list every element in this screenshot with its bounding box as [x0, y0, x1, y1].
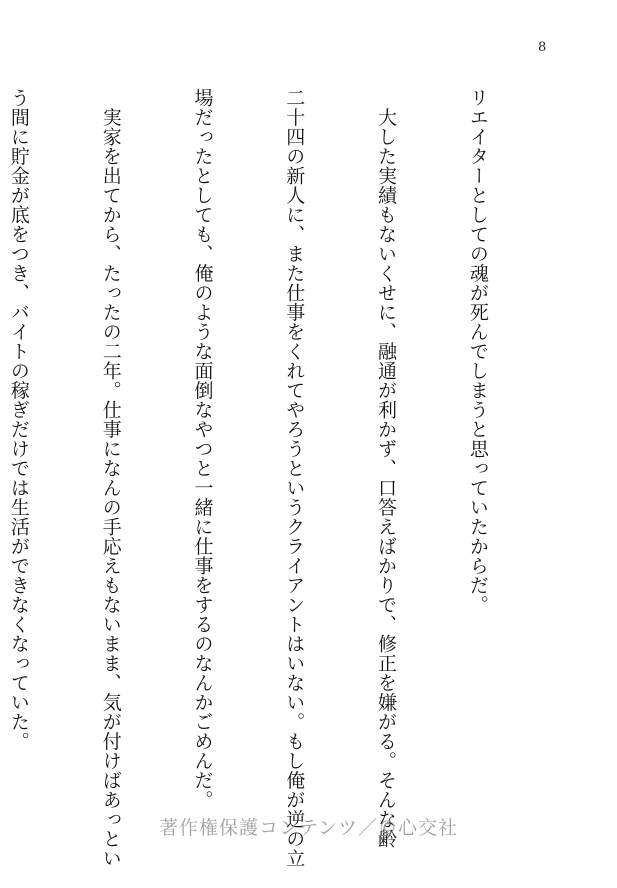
text-line: 二十四の新人に、また仕事をくれてやろうというクライアントはいない。もし俺が逆の立 [283, 88, 306, 868]
text-line: リエイターとしての魂が死んでしまうと思っていたからだ。 [466, 88, 489, 615]
text-line: 大した実績もないくせに、融通が利かず、口答えばかりで、修正を嫌がる。そんな齢 [375, 88, 398, 849]
copyright-footer: 著作権保護コンテンツ／©心交社 [158, 817, 459, 839]
text-line: 場だったとしても、俺のような面倒なやつと一緒に仕事をするのなんかごめんだ。 [191, 88, 214, 810]
text-line: う間に貯金が底をつき、バイトの稼ぎだけでは生活ができなくなっていた。 [7, 88, 30, 751]
page-number: 8 [538, 40, 547, 55]
text-line: 実家を出てから、たったの二年。仕事になんの手応えもないまま、気が付けばあっとい [99, 88, 122, 868]
